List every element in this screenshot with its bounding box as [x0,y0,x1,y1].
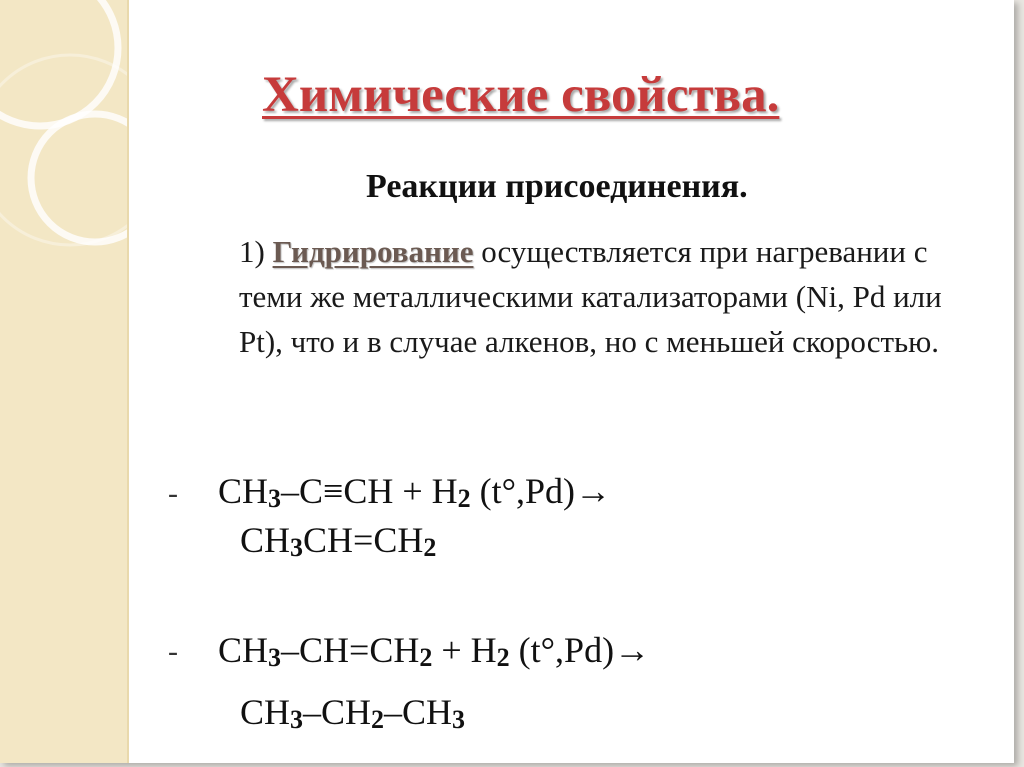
formula-subscript: 2 [496,643,510,672]
formula-subscript: 3 [290,533,304,562]
decorative-ring-middle [31,114,127,242]
formula-text: CH [240,692,291,732]
reaction-2-line-2 [240,691,465,735]
formula-text: CH=CH [303,520,424,560]
formula-text: –CH [303,692,372,732]
reaction-2-bullet: - [168,635,178,668]
formula-text: + H [432,630,497,670]
slide-title: Химические свойства. [262,67,780,123]
reaction-2-line-1 [218,629,650,673]
formula-subscript: 3 [268,643,282,672]
decorative-side-band [0,0,129,763]
reaction-1-line-1 [218,470,611,514]
formula-subscript: 3 [452,705,466,734]
formula-text: CH [218,471,269,511]
decorative-rings [0,0,127,763]
formula-subscript: 2 [457,484,471,513]
reaction-1-bullet: - [168,477,178,510]
formula-text: CH [218,630,269,670]
formula-subscript: 2 [371,705,385,734]
formula-text: –CH [384,692,453,732]
formula-text: CH [240,520,291,560]
formula-text: (t°,Pd)→ [470,471,612,511]
reaction-1-line-2 [240,519,436,563]
paragraph-number: 1) [239,234,273,269]
term-hydrogenation: Гидрирование [272,234,474,269]
hydrogenation-paragraph [239,229,959,364]
decorative-ring-top [0,0,118,126]
formula-text: –CH=CH [281,630,420,670]
formula-subscript: 3 [268,484,282,513]
formula-text: –C≡CH + H [281,471,458,511]
formula-text: (t°,Pd)→ [509,630,651,670]
formula-subscript: 3 [290,705,304,734]
formula-subscript: 2 [419,643,433,672]
paragraph-text: осуществляется при нагревании с теми же металлическими катализаторами (Ni, Pd или Pt), что и в случае алкенов, но с меньшей скоростью. [239,234,942,359]
slide-subtitle: Реакции присоединения. [366,168,748,205]
formula-subscript: 2 [423,533,437,562]
